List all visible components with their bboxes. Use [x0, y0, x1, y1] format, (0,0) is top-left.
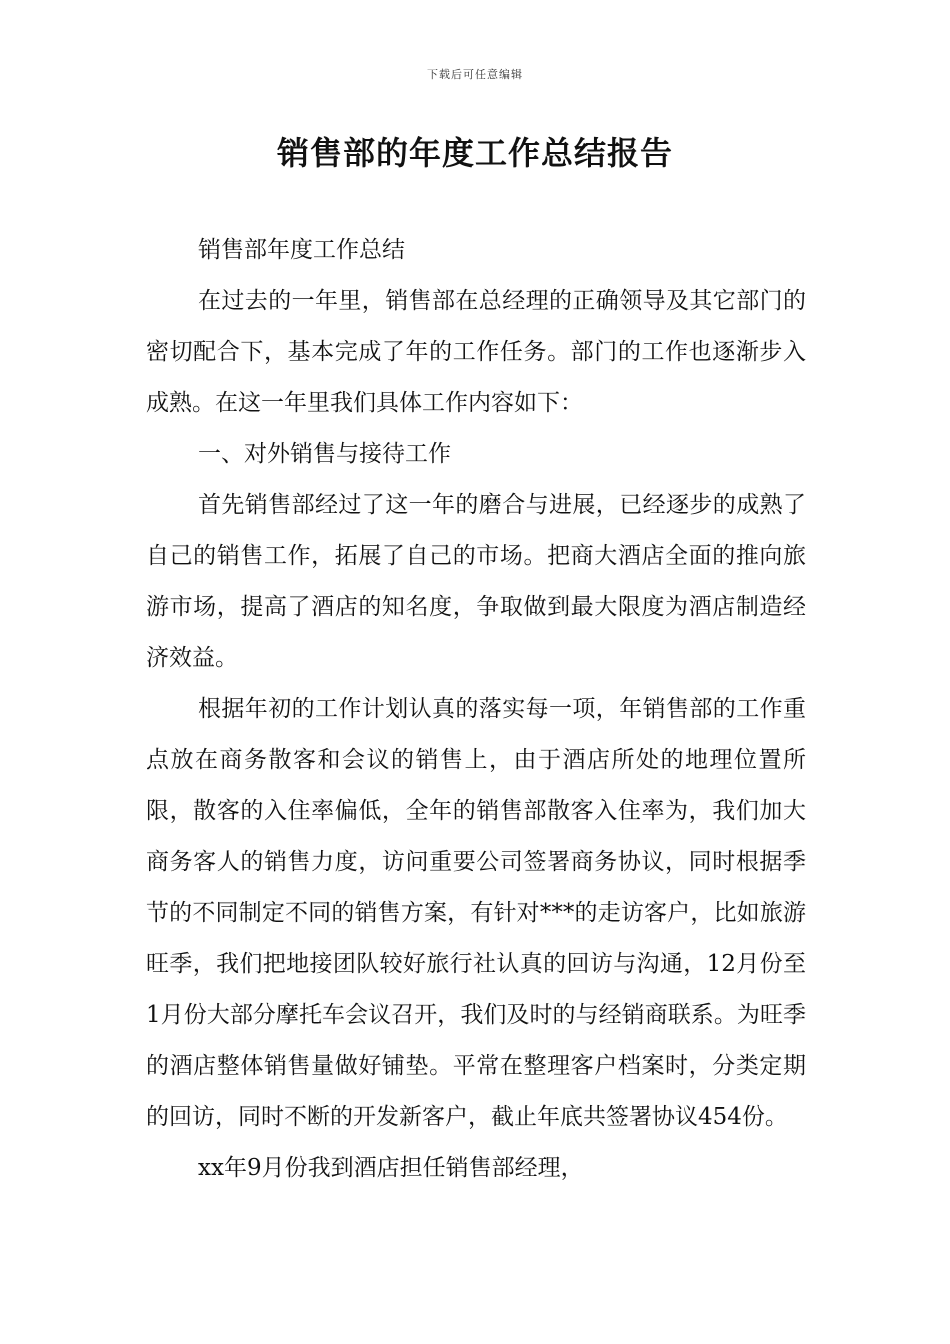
header-note: 下载后可任意编辑 [427, 68, 523, 81]
document-title: 销售部的年度工作总结报告 [276, 134, 673, 172]
paragraph-september: xx年9月份我到酒店担任销售部经理， [198, 1155, 584, 1181]
paragraph-sales-progress: 首先销售部经过了这一年的磨合与进展，已经逐步的成熟了自己的销售工作，拓展了自己的市场。把商大酒店全面的推向旅游市场，提高了酒店的知名度，争取做到最大限度为酒店制造经济效益。 [146, 492, 806, 671]
paragraph-work-plan: 根据年初的工作计划认真的落实每一项，年销售部的工作重点放在商务散客和会议的销售上，由于酒店所处的地理位置所限，散客的入住率偏低，全年的销售部散客入住率为，我们加大商务客人的销售力度，访问重要公司签署商务协议，同时根据季节的不同制定不同的销售方案，有针对***的走访客户，比如旅游旺季，我们把地接团队较好旅行社认真的回访与沟通，12月份至1月份大部分摩托车会议召开，我们及时的与经销商联系。为旺季的酒店整体销售量做好铺垫。平常在整理客户档案时，分类定期的回访，同时不断的开发新客户，截止年底共签署协议454份。 [146, 696, 806, 1130]
paragraph-intro: 在过去的一年里，销售部在总经理的正确领导及其它部门的密切配合下，基本完成了年的工作任务。部门的工作也逐渐步入成熟。在这一年里我们具体工作内容如下： [146, 288, 806, 416]
section-heading-sales: 一、对外销售与接待工作 [198, 441, 451, 467]
paragraph-subtitle: 销售部年度工作总结 [198, 237, 405, 263]
document-body [146, 225, 806, 1194]
